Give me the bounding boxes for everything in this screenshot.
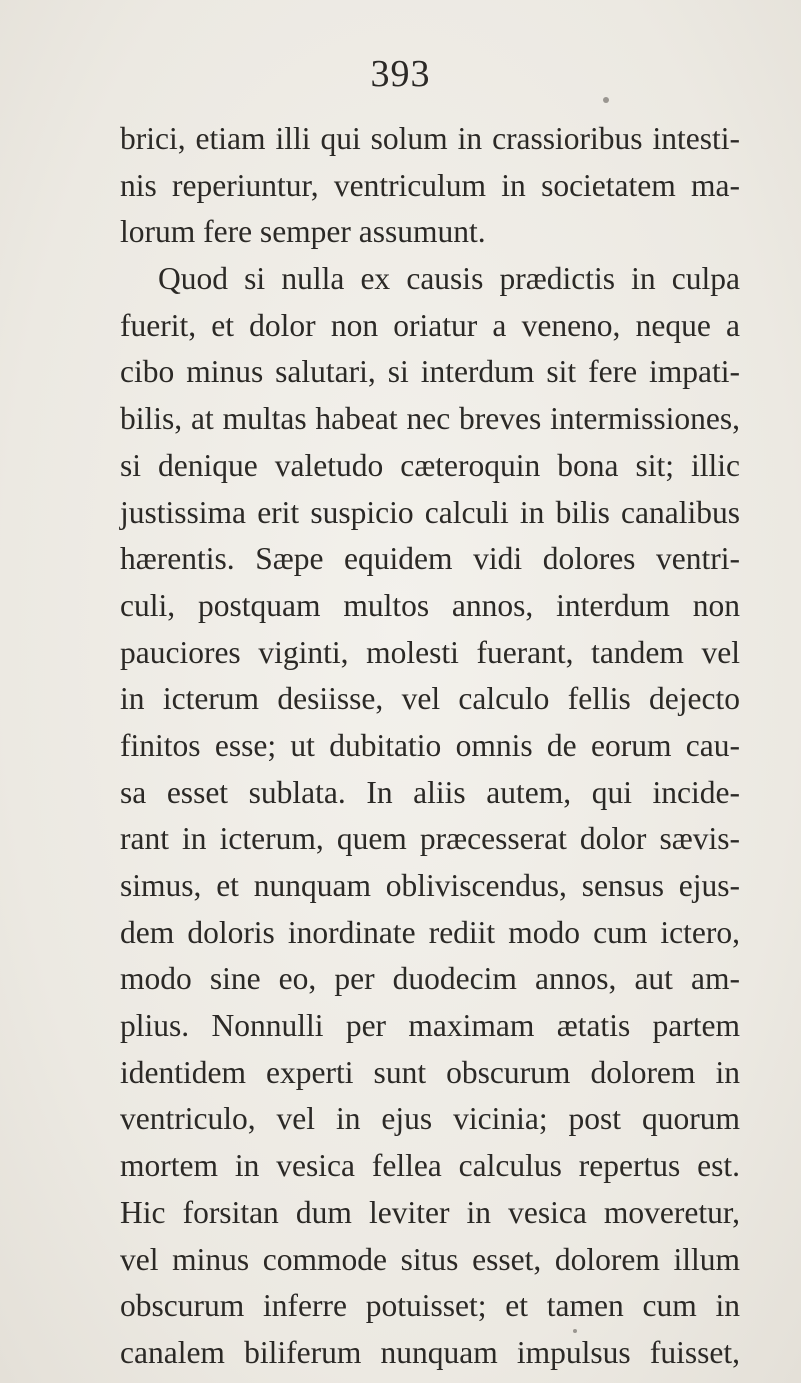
text-line: identidem experti sunt obscurum dolorem in [120,1054,740,1090]
text-line: hærentis. Sæpe equidem vidi dolores ventri- [120,541,740,577]
text-line: modo sine eo, per duodecim annos, aut am- [120,961,740,997]
page-number: 393 [370,53,431,95]
paper-speck [603,97,609,103]
text-line: rant in icterum, quem præcesserat dolor sævis- [120,821,740,857]
text-line: Quod si nulla ex causis prædictis in culpa [158,261,740,297]
text-line: obscurum inferre potuisset; et tamen cum in [120,1288,740,1324]
text-line: sa esset sublata. In aliis autem, qui incide- [120,774,740,810]
text-line: plius. Nonnulli per maximam ætatis partem [120,1008,740,1044]
text-line: ventriculo, vel in ejus vicinia; post quorum [120,1101,740,1137]
text-line: vel minus commode situs esset, dolorem illum [120,1241,740,1277]
text-line: lorum fere semper assumunt. [120,214,486,250]
text-line: simus, et nunquam obliviscendus, sensus ejus- [120,868,740,903]
text-line: brici, etiam illi qui solum in crassioribus intesti- [120,121,740,156]
text-line: finitos esse; ut dubitatio omnis de eorum cau- [120,727,740,763]
body-text [120,116,740,1377]
text-line: justissima erit suspicio calculi in bilis canalibus [120,494,740,530]
text-line: Hic forsitan dum leviter in vesica moveretur, [120,1194,740,1230]
text-line: dem doloris inordinate rediit modo cum ictero, [120,914,740,950]
text-line: canalem biliferum nunquam impulsus fuisset, [120,1334,740,1370]
text-line: si denique valetudo cæteroquin bona sit; illic [120,447,740,483]
text-line: cibo minus salutari, si interdum sit fere impati- [120,354,740,390]
text-line: pauciores viginti, molesti fuerant, tandem vel [120,634,740,670]
text-line: mortem in vesica fellea calculus repertus est. [120,1148,740,1184]
paper-speck [573,1329,577,1333]
text-line: bilis, at multas habeat nec breves intermissiones, [120,401,740,437]
text-line: in icterum desiisse, vel calculo fellis dejecto [120,681,740,717]
text-line: culi, postquam multos annos, interdum non [120,587,740,623]
text-line: fuerit, et dolor non oriatur a veneno, neque a [120,307,740,343]
text-line: nis reperiuntur, ventriculum in societatem ma- [120,167,740,203]
